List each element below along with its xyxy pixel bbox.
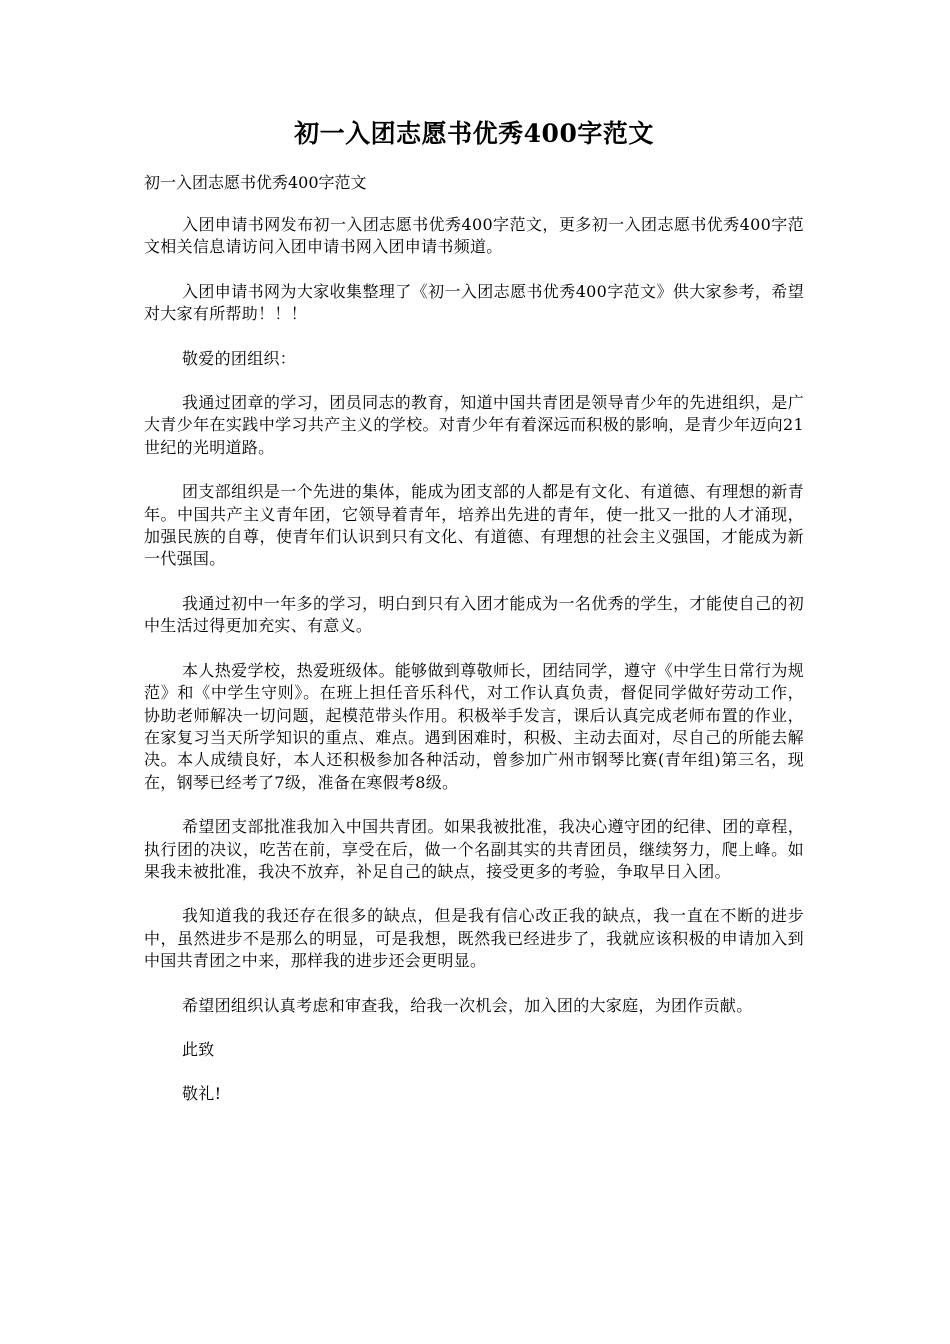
document-subtitle: 初一入团志愿书优秀400字范文 bbox=[144, 173, 367, 192]
closing-jingli: 敬礼! bbox=[182, 1084, 222, 1104]
body-paragraph: 团支部组织是一个先进的集体，能成为团支部的人都是有文化、有道德、有理想的新青年。中国共产主义青年团，它领导着青年，培养出先进的青年，使一批又一批的人才涌现，加强民族的自尊，使青年们认识到只有文化、有道德、有理想的社会主义强国，才能成为新一代强国。 bbox=[144, 482, 804, 569]
body-paragraph: 希望团支部批准我加入中国共青团。如果我被批准，我决心遵守团的纪律、团的章程，执行团的决议，吃苦在前，享受在后，做一个名副其实的共青团员，继续努力，爬上峰。如果我未被批准，我决不放弃，补足自己的缺点，接受更多的考验，争取早日入团。 bbox=[144, 817, 804, 881]
body-paragraph: 我通过团章的学习，团员同志的教育，知道中国共青团是领导青少年的先进组织，是广大青少年在实践中学习共产主义的学校。对青少年有着深远而积极的影响，是青少年迈向21世纪的光明道路。 bbox=[144, 393, 804, 457]
body-paragraph: 本人热爱学校，热爱班级体。能够做到尊敬师长，团结同学，遵守《中学生日常行为规范》和《中学生守则》。在班上担任音乐科代，对工作认真负责，督促同学做好劳动工作，协助老师解决一切问题，起模范带头作用。积极举手发言，课后认真完成老师布置的作业，在家复习当天所学知识的重点、难点。遇到困难时，积极、主动去面对，尽自己的所能去解决。本人成绩良好，本人还积极参加各种活动，曾参加广州市钢琴比赛(青年组)第三名，现在，钢琴已经考了7级，准备在寒假考8级。 bbox=[144, 660, 804, 792]
intro-paragraph: 入团申请书网发布初一入团志愿书优秀400字范文，更多初一入团志愿书优秀400字范文相关信息请访问入团申请书网入团申请书频道。 bbox=[144, 215, 804, 257]
collection-note-paragraph: 入团申请书网为大家收集整理了《初一入团志愿书优秀400字范文》供大家参考，希望对大家有所帮助！！！ bbox=[144, 281, 804, 324]
body-paragraph: 我知道我的我还存在很多的缺点，但是我有信心改正我的缺点，我一直在不断的进步中，虽然进步不是那么的明显，可是我想，既然我已经进步了，我就应该积极的申请加入到中国共青团之中来，那样我的进步还会更明显。 bbox=[144, 906, 804, 971]
body-paragraph: 希望团组织认真考虑和审查我，给我一次机会，加入团的大家庭，为团作贡献。 bbox=[182, 995, 753, 1015]
document-body bbox=[144, 214, 804, 1128]
document-title: 初一入团志愿书优秀400字范文 bbox=[294, 119, 654, 148]
closing-cizhi: 此致 bbox=[182, 1039, 215, 1059]
salutation: 敬爱的团组织： bbox=[182, 348, 297, 368]
body-paragraph: 我通过初中一年多的学习，明白到只有入团才能成为一名优秀的学生，才能使自己的初中生活过得更加充实、有意义。 bbox=[144, 593, 804, 636]
